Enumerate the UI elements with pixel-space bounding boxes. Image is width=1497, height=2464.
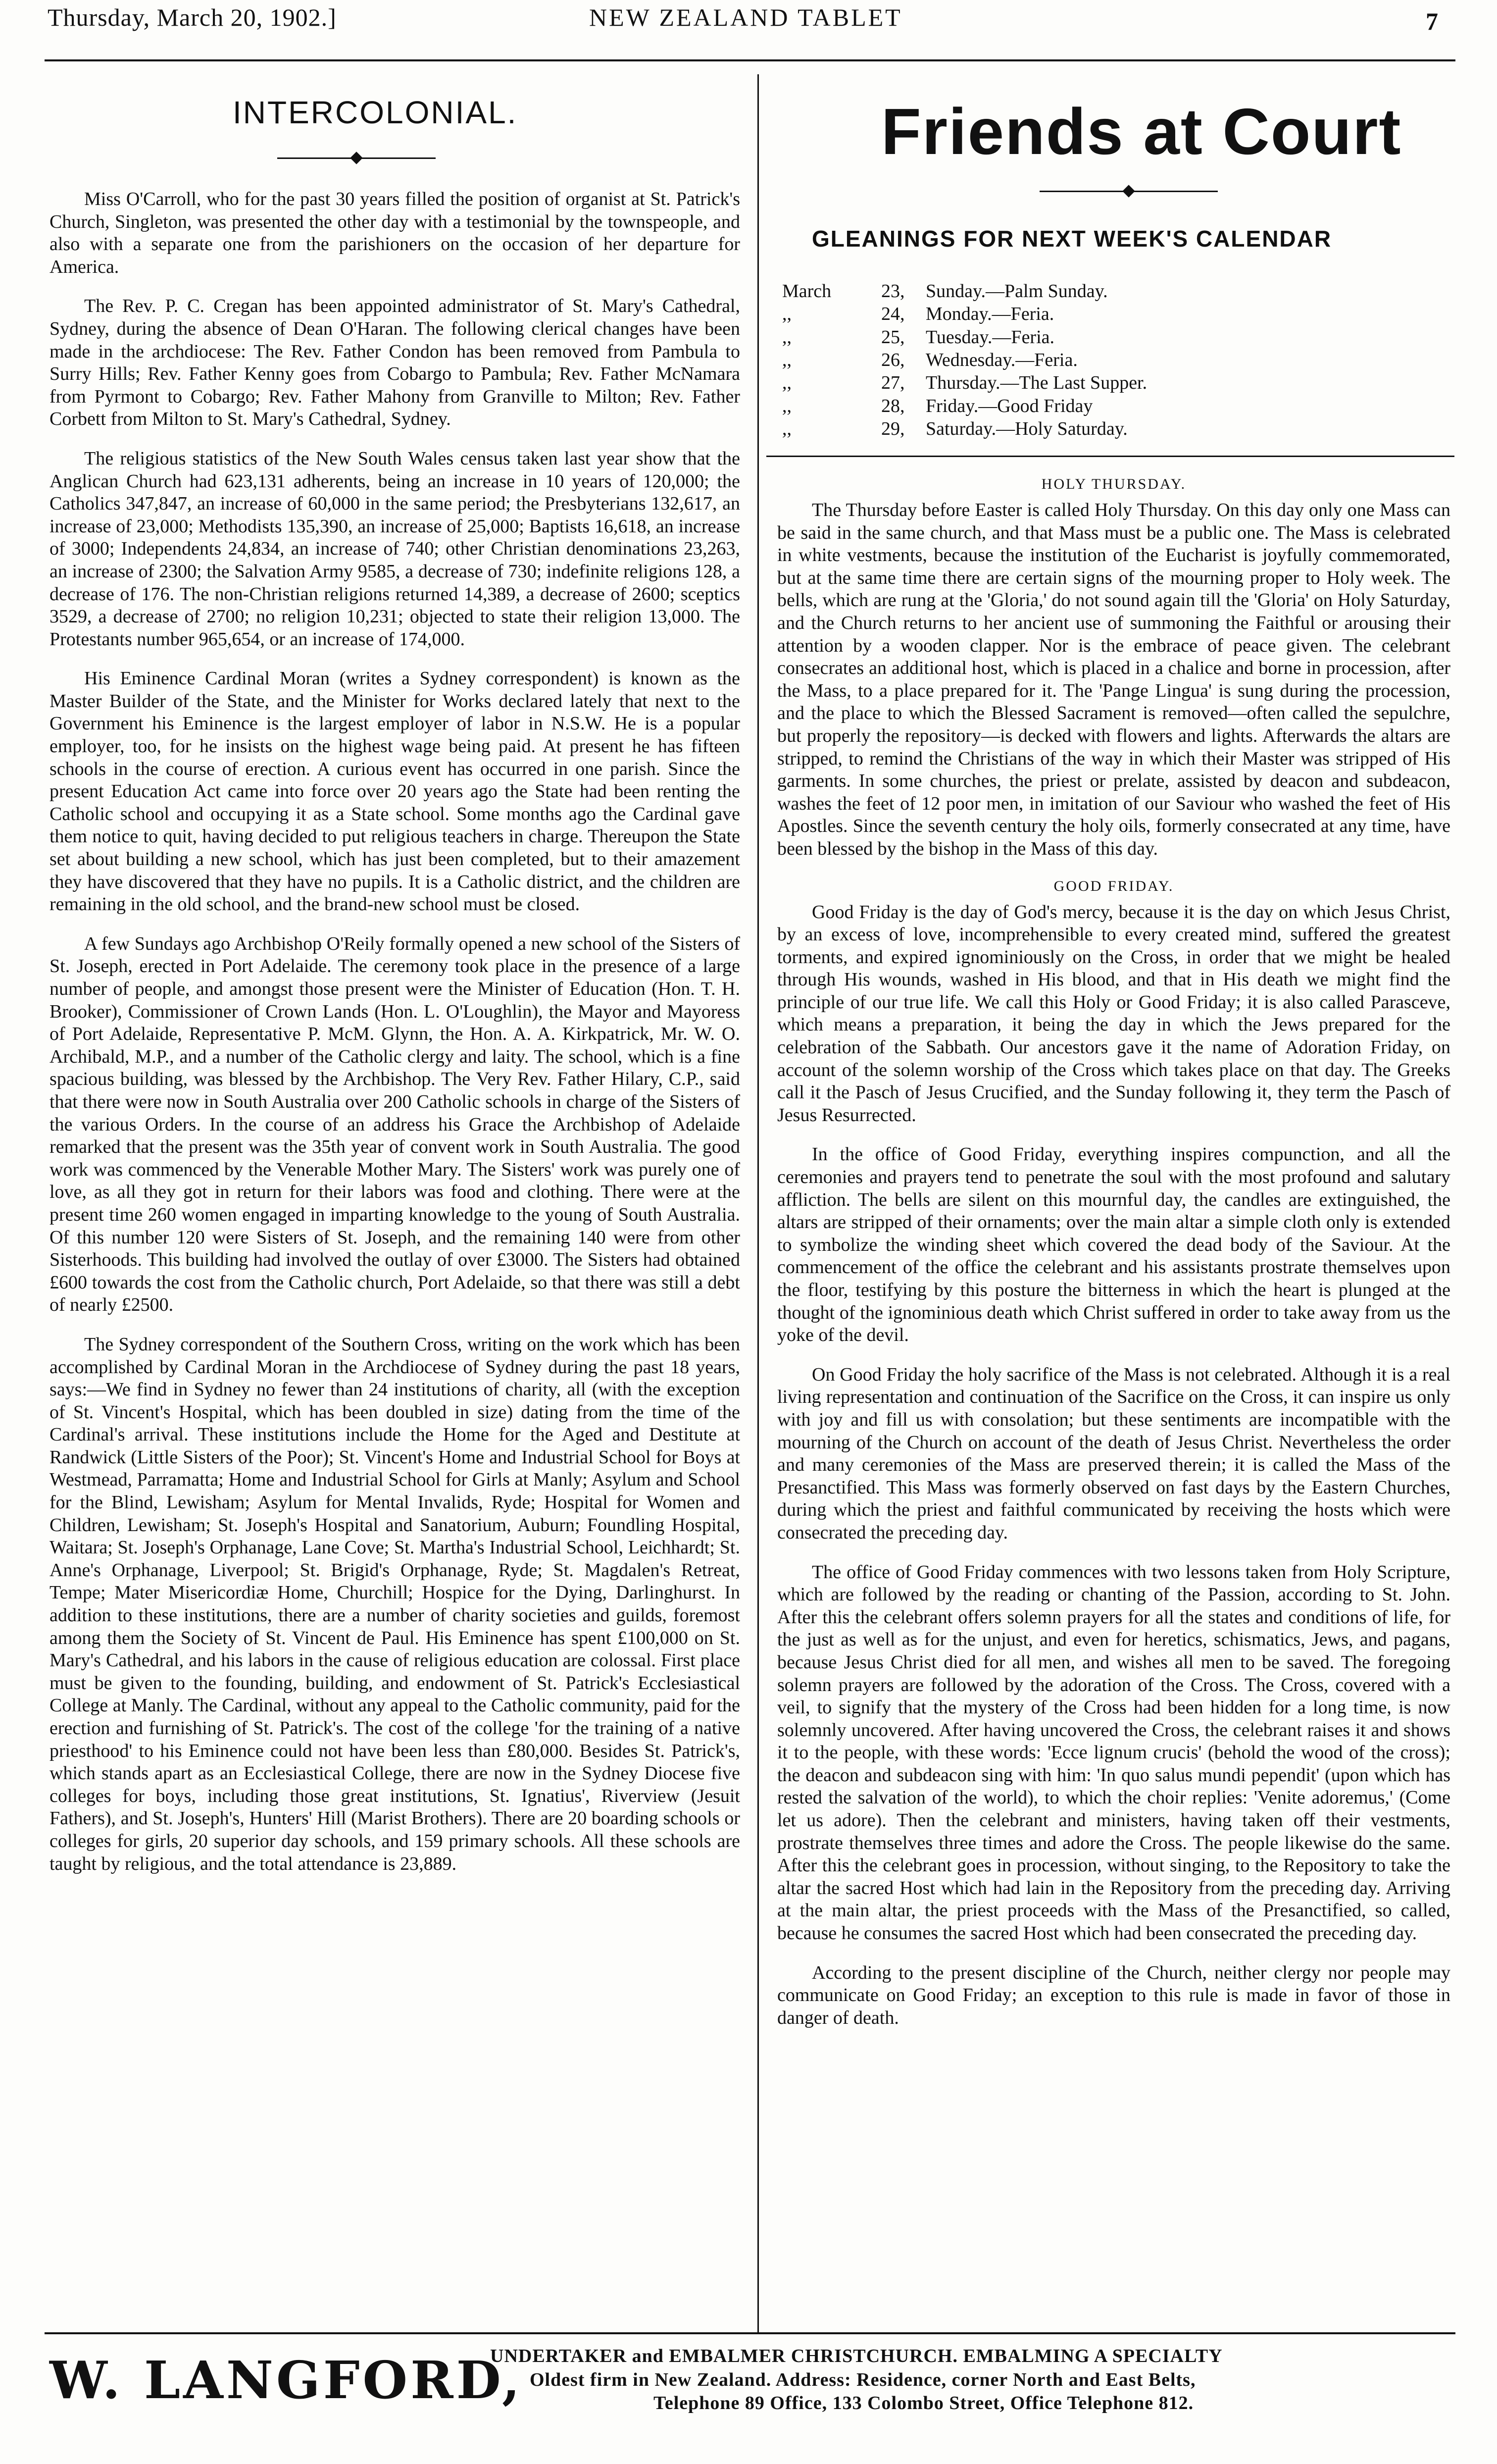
section-title-friends-at-court: Friends at Court (881, 95, 1402, 168)
calendar-month: ,, (782, 350, 792, 371)
paragraph: The Sydney correspondent of the Southern Cross, writing on the work which has been accomplished by Cardinal Moran in the Archdiocese of Sydney during the past 18 years, says:—We find in Sydney no fewer than 24 institutions of charity, all (with the exception of St. Vincent's Hospital, which has been doubled in size) dating from the time of the Cardinal's arrival. These institutions include the Home for the Aged and Destitute at Randwick (Little Sisters of the Poor); St. Vincent's Home and Industrial School for Boys at Westmead, Parramatta; Home and Industrial School for Girls at Manly; Asylum and School for the Blind, Lewisham; Asylum for Mental Invalids, Ryde; Hospital for Women and Children, Lewisham; St. Joseph's Hospital and Sanatorium, Auburn; Foundling Hospital, Waitara; St. Joseph's Orphanage, Lane Cove; St. Martha's Industrial School, Leichhardt; St. Anne's Orphanage, Liverpool; St. Brigid's Orphanage, Ryde; St. Magdalen's Retreat, Tempe; Mater Misericordiæ Home, Churchill; Hospice for the Dying, Darlinghurst. In addition to these institutions, there are a number of charity societies and guilds, foremost among them the Society of St. Vincent de Paul. His Eminence has spent £100,000 on St. Mary's Cathedral, and his labors in the cause of religious education are colossal. First place must be given to the founding, building, and endowment of St. Patrick's Ecclesiastical College at Manly. The Cardinal, without any appeal to the Catholic community, paid for the erection and furnishing of St. Patrick's. The cost of the college 'for the training of a native priesthood' to his Eminence could not have been less than £80,000. Besides St. Patrick's, which stands apart as an Ecclesiastical College, there are now in the Sydney Diocese five colleges for boys, including those great institutions, St. Ignatius', Riverview (Jesuit Fathers), and St. Joseph's, Hunters' Hill (Marist Brothers). There are 20 boarding schools or colleges for girls, 20 superior day schools, and 159 primary schools. All these schools are taught by religious, and the total attendance is 23,889. (50, 1334, 740, 1874)
holy-thursday-heading: HOLY THURSDAY. (1041, 476, 1187, 492)
intercolonial-article (50, 188, 740, 1892)
section-title-intercolonial: INTERCOLONIAL. (233, 95, 518, 130)
calendar-day: 25, (881, 326, 905, 348)
calendar-day: 26, (881, 350, 905, 371)
publication-name: NEW ZEALAND TABLET (589, 3, 902, 31)
calendar-subtitle: GLEANINGS FOR NEXT WEEK'S CALENDAR (812, 226, 1332, 252)
header-rule (45, 59, 1455, 61)
friends-at-court-article (777, 475, 1450, 2046)
calendar-day: 27, (881, 372, 905, 394)
calendar-row (782, 395, 1147, 417)
calendar-entry: Tuesday.—Feria. (926, 326, 1055, 348)
calendar-month: ,, (782, 395, 792, 416)
calendar-month: ,, (782, 418, 792, 440)
calendar-entry: Friday.—Good Friday (926, 395, 1093, 416)
calendar-row (782, 303, 1147, 325)
calendar-day: 29, (881, 418, 905, 440)
calendar-entry: Sunday.—Palm Sunday. (926, 281, 1108, 302)
calendar-row (782, 326, 1147, 349)
header-date: Thursday, March 20, 1902.] (48, 3, 337, 31)
paragraph: The religious statistics of the New South Wales census taken last year show that the Anglican Church had 623,131 adherents, being an increase in 10 years of 120,000; the Catholics 347,847, an increase of 60,000 in the same period; the Presbyterians 132,617, an increase of 23,000; Methodists 135,390, an increase of 25,000; Baptists 16,618, an increase of 3000; Independents 24,834, an increase of 740; other Christian denominations 23,263, an increase of 2300; the Salvation Army 9585, a decrease of 730; indefinite religions 128, a decrease of 176. The non-Christian religions returned 14,389, a decrease of 2600; sceptics 3529, a decrease of 2700; no religion 10,231; objected to state their religion 13,000. The Protestants number 965,654, or an increase of 174,000. (50, 448, 740, 650)
calendar-row (782, 280, 1147, 303)
calendar-row (782, 349, 1147, 371)
paragraph: A few Sundays ago Archbishop O'Reily formally opened a new school of the Sisters of St. Joseph, erected in Port Adelaide. The ceremony took place in the presence of a large number of people, and amongst those present were the Minister of Education (Hon. T. H. Brooker), Commissioner of Crown Lands (Hon. L. O'Loughlin), the Mayor and Mayoress of Port Adelaide, Representative P. McM. Glynn, the Hon. A. A. Kirkpatrick, Mr. W. O. Archibald, M.P., and a number of the Catholic clergy and laity. The school, which is a fine spacious building, was blessed by the Archbishop. The Very Rev. Father Hilary, C.P., said that there were now in South Australia over 200 Catholic schools in charge of the Sisters of the various Orders. In the course of an address his Grace the Archbishop of Adelaide remarked that the present was the 35th year of convent work in South Australia. The good work was commenced by the Venerable Mother Mary. The Sisters' work was purely one of love, as all they got in return for their labors was food and clothing. There were at the present time 260 women engaged in imparting knowledge to the young of South Australia. Of this number 120 were Sisters of St. Joseph, and the remaining 140 were from other Sisterhoods. This building had involved the outlay of over £3000. The Sisters had obtained £600 towards the cost from the Catholic church, Port Adelaide, so that there was still a debt of nearly £2500. (50, 933, 740, 1316)
column-divider (757, 74, 759, 2332)
paragraph: Good Friday is the day of God's mercy, because it is the day on which Jesus Christ, by an excess of love, incomprehensible to every created mind, suffered the greatest torments, and expired ignominiously on the Cross, in order that we might be healed through His wounds, washed in His blood, and that in His death we might find the principle of our true life. We call this Holy or Good Friday; it is also called Parasceve, which means a preparation, it being the day in which the Jews prepared for the celebration of the Sabbath. Our ancestors gave it the name of Adoration Friday, on account of the solemn worship of the Cross which takes place on that day. The Greeks call it the Pasch of Jesus Crucified, and the Sunday following it, they term the Pasch of Jesus Resurrected. (777, 901, 1450, 1126)
footer-rule (45, 2332, 1455, 2334)
calendar-month: ,, (782, 372, 792, 394)
calendar-day: 28, (881, 395, 905, 416)
paragraph: The Rev. P. C. Cregan has been appointed administrator of St. Mary's Cathedral, Sydney, during the absence of Dean O'Haran. The following clerical changes have been made in the archdiocese: The Rev. Father Condon has been removed from Pambula to Surry Hills; Rev. Father Kenny goes from Cobargo to Pambula; Rev. Father McNamara from Pyrmont to Cobargo; Rev. Father Mahony from Granville to Milton; Rev. Father Corbett from Milton to St. Mary's Cathedral, Sydney. (50, 296, 740, 430)
good-friday-heading: GOOD FRIDAY. (1053, 877, 1174, 894)
calendar-entry: Monday.—Feria. (926, 304, 1054, 325)
page-number: 7 (1426, 7, 1439, 35)
calendar-row (782, 417, 1147, 440)
advertiser-name: W. LANGFORD, (50, 2350, 523, 2411)
calendar-row (782, 371, 1147, 394)
calendar-month: March (782, 281, 832, 302)
paragraph: The Thursday before Easter is called Holy Thursday. On this day only one Mass can be said in the same church, and that Mass must be a public one. The Mass is celebrated in white vestments, because the institution of the Eucharist is joyfully commemorated, but at the same time there are certain signs of the mourning proper to Holy week. The bells, which are rung at the 'Gloria,' do not sound again till the 'Gloria' on Holy Saturday, and the Church returns to her ancient use of summoning the Faithful or arousing their attention by a wooden clapper. Nor is the embrace of peace given. The celebrant consecrates an additional host, which is placed in a chalice and borne in procession, after the Mass, to a place prepared for it. The 'Pange Lingua' is sung during the procession, and the place to which the Blessed Sacrament is removed—often called the sepulchre, but properly the repository—is decked with flowers and lights. Afterwards the altars are stripped, to remind the Christians of the way in which their Master was stripped of His garments. In some churches, the priest or prelate, assisted by deacon and subdeacon, washes the feet of 12 poor men, in imitation of our Saviour who washed the feet of His Apostles. Since the seventh century the holy oils, formerly consecrated at any time, have been blessed by the bishop in the Mass of this day. (777, 500, 1450, 859)
ornament-diamond-icon (1122, 185, 1135, 197)
calendar-entry: Wednesday.—Feria. (926, 350, 1078, 371)
calendar-day: 24, (881, 304, 905, 325)
ornament-diamond-icon (350, 152, 362, 164)
calendar-day: 23, (881, 281, 905, 302)
paragraph: According to the present discipline of the Church, neither clergy nor people may communicate on Good Friday; an exception to this rule is made in favor of those in danger of death. (777, 1962, 1450, 2028)
paragraph: The office of Good Friday commences with two lessons taken from Holy Scripture, which are followed by the reading or chanting of the Passion, according to St. John. After this the celebrant offers solemn prayers for all the states and conditions of life, for the just as well as for the unjust, and even for heretics, schismatics, Jews, and pagans, because Jesus Christ died for all men, and wishes all men to be saved. The foregoing solemn prayers are followed by the adoration of the Cross. The Cross, covered with a veil, to signify that the mystery of the Cross had been hidden for a long time, is now solemnly uncovered. After having uncovered the Cross, the celebrant raises it and shows it to the people, with these words: 'Ecce lignum crucis' (behold the wood of the cross); the deacon and subdeacon sing with him: 'In quo salus mundi pependit' (upon which has rested the salvation of the world), to which the choir replies: 'Venite adoremus,' (Come let us adore). Then the celebrant and ministers, having taken off their vestments, prostrate themselves three times and adore the Cross. The people likewise do the same. After this the celebrant goes in procession, without singing, to the Repository to take the altar the sacred Host which had lain in the Repository from the preceding day. Arriving at the main altar, the priest proceeds with the Mass of the Presanctified, so called, because he consumes the sacred Host which had been consecrated the preceding day. (777, 1561, 1450, 1944)
calendar-list (782, 280, 1147, 441)
calendar-entry: Thursday.—The Last Supper. (926, 372, 1148, 394)
calendar-rule (766, 456, 1454, 457)
advertisement-text (490, 2345, 1223, 2415)
paragraph: Miss O'Carroll, who for the past 30 years filled the position of organist at St. Patrick's Church, Singleton, was presented the other day with a testimonial by the townspeople, and also with a separate one from the parishioners on the occasion of her departure for America. (50, 189, 740, 277)
ad-line: Oldest firm in New Zealand. Address: Residence, corner North and East Belts, (530, 2369, 1196, 2390)
calendar-month: ,, (782, 326, 792, 348)
paragraph: His Eminence Cardinal Moran (writes a Sydney correspondent) is known as the Master Builder of the State, and the Minister for Works declared lately that next to the Government his Eminence is the largest employer of labor in N.S.W. He is a popular employer, too, for he insists on the highest wage being paid. At present he has fifteen schools in the course of erection. A curious event has occurred in one parish. Since the present Education Act came into force over 20 years ago the State had been renting the Catholic school and occupying it as a State school. Some months ago the Cardinal gave them notice to quit, having decided to put religious teachers in charge. Thereupon the State set about building a new school, which has just been completed, but to their amazement they have discovered that they have no pupils. It is a Catholic district, and the children are remaining in the old school, and the brand-new school must be closed. (50, 668, 740, 915)
paragraph: On Good Friday the holy sacrifice of the Mass is not celebrated. Although it is a real living representation and continuation of the Sacrifice on the Cross, it can inspire us only with joy and fill us with consolation; but these sentiments are incompatible with the mourning of the Church on account of the death of Jesus Christ. Nevertheless the order and many ceremonies of the Mass are preserved therein; it is called the Mass of the Presanctified. This Mass was formerly observed on fast days by the Eastern Churches, during which the priest and faithful communicated by receiving the hosts which were consecrated the preceding day. (777, 1364, 1450, 1543)
paragraph: In the office of Good Friday, everything inspires compunction, and all the ceremonies and prayers tend to penetrate the soul with the most profound and salutary affliction. The bells are silent on this mournful day, the candles are extinguished, the altars are stripped of their ornaments; over the main altar a simple cloth only is extended to symbolize the winding sheet which covered the dead body of the Saviour. At the commencement of the office the celebrant and his assistants prostrate themselves upon the floor, testifying by this posture the bitterness in which the heart is plunged at the thought of the ignominious death which Christ suffered in order to take away from us the yoke of the devil. (777, 1144, 1450, 1346)
ad-line: Telephone 89 Office, 133 Colombo Street, Office Telephone 812. (653, 2393, 1194, 2413)
calendar-month: ,, (782, 304, 792, 325)
ad-line: UNDERTAKER and EMBALMER CHRISTCHURCH. EMBALMING A SPECIALTY (490, 2346, 1223, 2366)
calendar-entry: Saturday.—Holy Saturday. (926, 418, 1128, 440)
